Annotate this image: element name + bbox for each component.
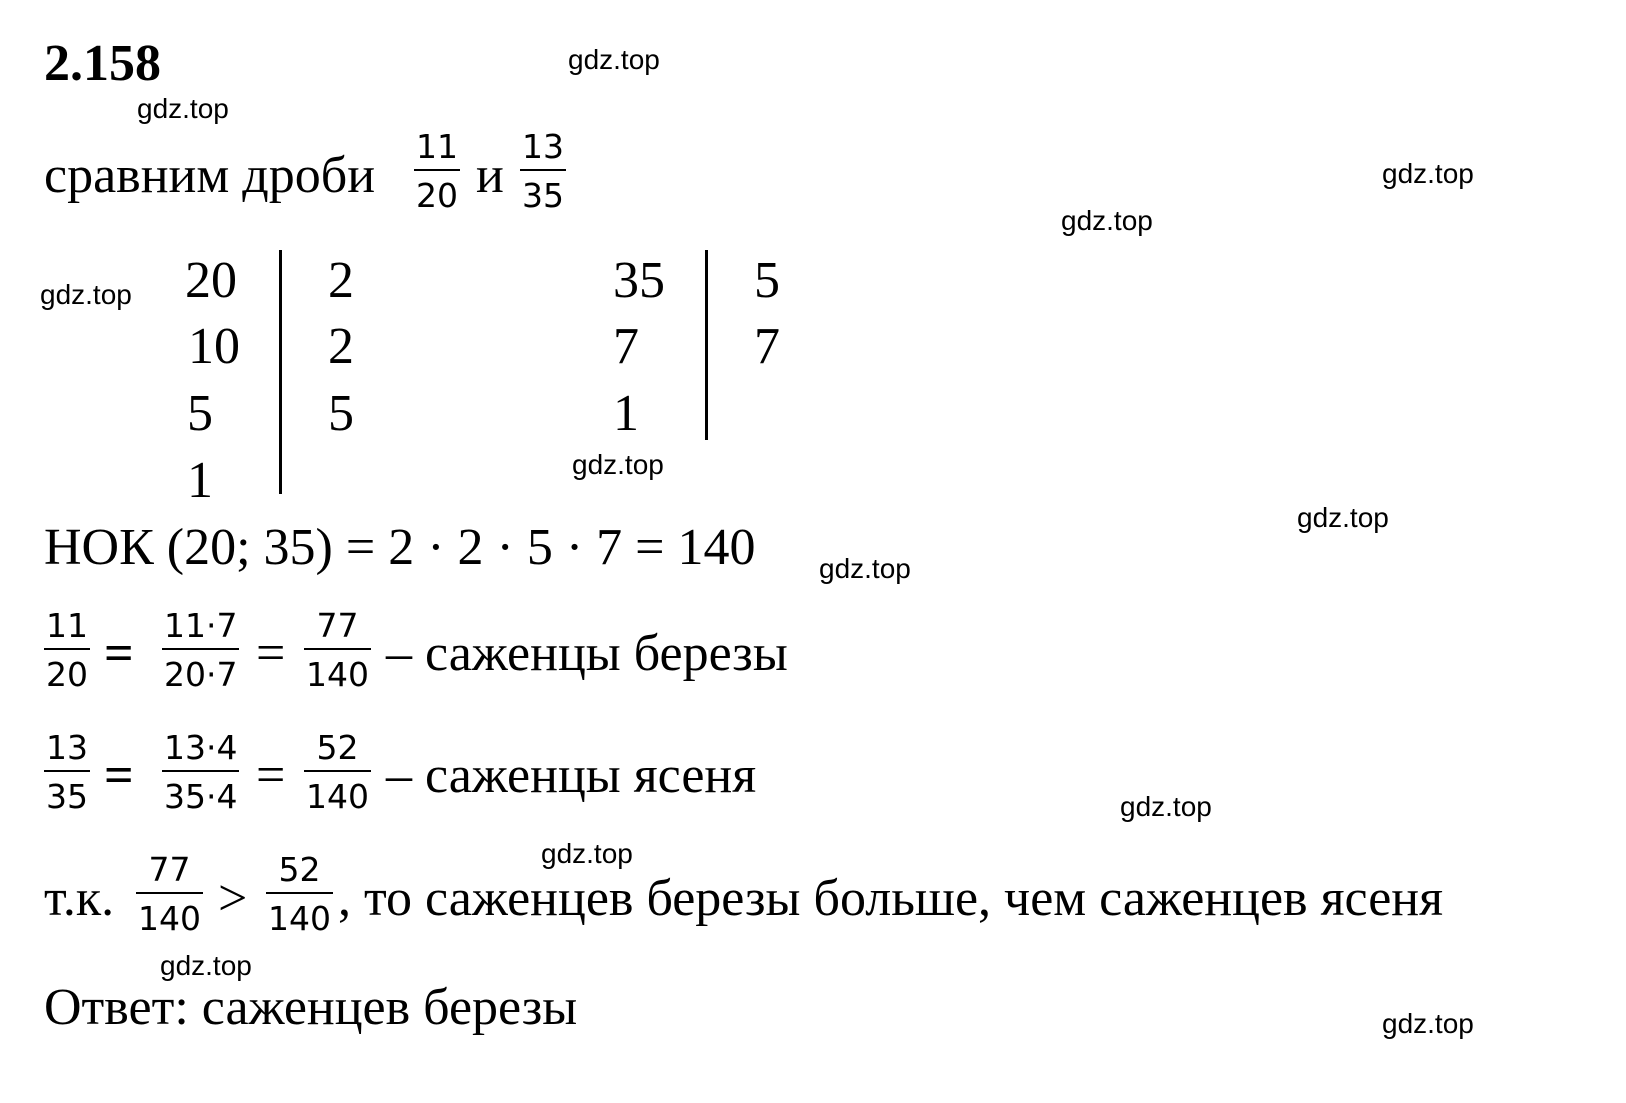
numerator: 11 — [46, 606, 88, 645]
fraction-52-140 — [304, 728, 371, 816]
numerator: 11·7 — [164, 606, 238, 645]
numerator: 77 — [316, 606, 359, 645]
numerator: 52 — [316, 728, 359, 767]
intro-text: сравним дроби — [44, 147, 376, 204]
fraction-77-140 — [136, 850, 203, 938]
dividend: 10 — [188, 318, 240, 375]
birch-label: – саженцы березы — [386, 625, 788, 682]
equals-sign: = — [256, 625, 286, 682]
conjunction: и — [476, 147, 504, 204]
dividend: 35 — [613, 252, 665, 309]
watermark: gdz.top — [160, 950, 252, 981]
factor-divider-line — [279, 250, 282, 494]
watermark: gdz.top — [568, 44, 660, 75]
watermark: gdz.top — [137, 93, 229, 124]
denominator: 140 — [268, 899, 331, 938]
fraction-13-35 — [520, 127, 566, 215]
answer-line: Ответ: саженцев березы — [44, 979, 578, 1036]
fraction-13x4-35x4 — [162, 728, 239, 816]
fraction-11-20 — [44, 606, 90, 694]
divisor: 5 — [328, 385, 354, 442]
comparison-prefix: т.к. — [44, 870, 115, 927]
watermark: gdz.top — [1120, 791, 1212, 822]
watermark: gdz.top — [572, 449, 664, 480]
dividend: 20 — [185, 252, 237, 309]
greater-than-sign: > — [218, 870, 248, 927]
problem-number: 2.158 — [44, 35, 161, 92]
watermark: gdz.top — [819, 553, 911, 584]
divisor: 5 — [754, 252, 780, 309]
watermark: gdz.top — [1382, 1008, 1474, 1039]
numerator: 11 — [416, 127, 458, 166]
fraction-11x7-20x7 — [162, 606, 239, 694]
fraction-11-20 — [414, 127, 460, 215]
comparison-conclusion: , то саженцев березы больше, чем саженцев ясеня — [338, 870, 1444, 927]
denominator: 35·4 — [164, 777, 238, 816]
denominator: 140 — [306, 777, 369, 816]
divisor: 2 — [328, 252, 354, 309]
denominator: 20·7 — [164, 655, 238, 694]
watermark: gdz.top — [541, 838, 633, 869]
fraction-13-35 — [44, 728, 90, 816]
denominator: 140 — [138, 899, 201, 938]
numerator: 52 — [278, 850, 321, 889]
lcm-line: НОК (20; 35) = 2 · 2 · 5 · 7 = 140 — [44, 519, 756, 576]
fraction-77-140 — [304, 606, 371, 694]
ash-label: – саженцы ясеня — [386, 747, 757, 804]
denominator: 35 — [46, 777, 88, 816]
watermark: gdz.top — [1297, 502, 1389, 533]
denominator: 35 — [522, 176, 564, 215]
denominator: 20 — [46, 655, 88, 694]
dividend: 5 — [187, 385, 213, 442]
numerator: 13 — [46, 728, 88, 767]
watermark: gdz.top — [1382, 158, 1474, 189]
numerator: 13·4 — [164, 728, 238, 767]
denominator: 140 — [306, 655, 369, 694]
denominator: 20 — [416, 176, 458, 215]
dividend: 1 — [187, 452, 213, 509]
equals-sign: = — [104, 625, 134, 682]
dividend: 1 — [613, 385, 639, 442]
divisor: 2 — [328, 318, 354, 375]
dividend: 7 — [613, 318, 639, 375]
equals-sign: = — [104, 747, 134, 804]
watermark: gdz.top — [1061, 205, 1153, 236]
divisor: 7 — [754, 318, 780, 375]
factor-divider-line — [705, 250, 708, 440]
equals-sign: = — [256, 747, 286, 804]
watermark: gdz.top — [40, 279, 132, 310]
numerator: 13 — [522, 127, 564, 166]
numerator: 77 — [148, 850, 191, 889]
fraction-52-140 — [266, 850, 333, 938]
